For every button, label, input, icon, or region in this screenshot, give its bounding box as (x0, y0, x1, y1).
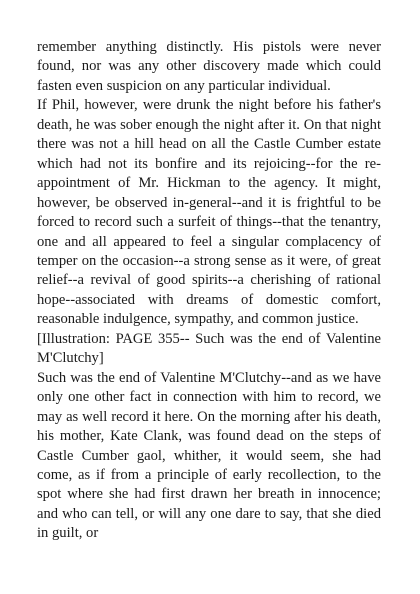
paragraph-bonfire: If Phil, however, were drunk the night before his father's death, he was sober enough the night after it. On that night there was not a hill head on all the Castle Cumber estate which had not its bonfire and its rejoicing--for the re-appointment of Mr. Hickman to the agency. It might, however, be observed in-general--and it is frightful to be forced to record such a surfeit of things--that the tenantry, one and all appeared to feel a singular complacency of temper on the occasion--a strong sense as it were, of great relief--a revival of good spirits--a cherishing of rational hope--associated with dreams of domestic comfort, reasonable indulgence, sympathy, and common justice. (37, 97, 381, 328)
document-page (37, 38, 381, 544)
paragraph-end-of-valentine: Such was the end of Valentine M'Clutchy--and as we have only one other fact in connection with him to record, we may as well record it here. On the morning after his death, his mother, Kate Clank, was found dead on the steps of Castle Cumber gaol, whither, it would seem, she had come, as if from a principle of early recollection, to the spot where she had first drawn her breath in innocence; and who can tell, or will any one dare to say, that she died in guilt, or (37, 369, 381, 542)
illustration-caption: [Illustration: PAGE 355-- Such was the end of Valentine M'Clutchy] (37, 330, 381, 367)
paragraph-pistols: remember anything distinctly. His pistols were never found, nor was any other discovery made which could fasten even suspicion on any particular individual. (37, 39, 381, 94)
